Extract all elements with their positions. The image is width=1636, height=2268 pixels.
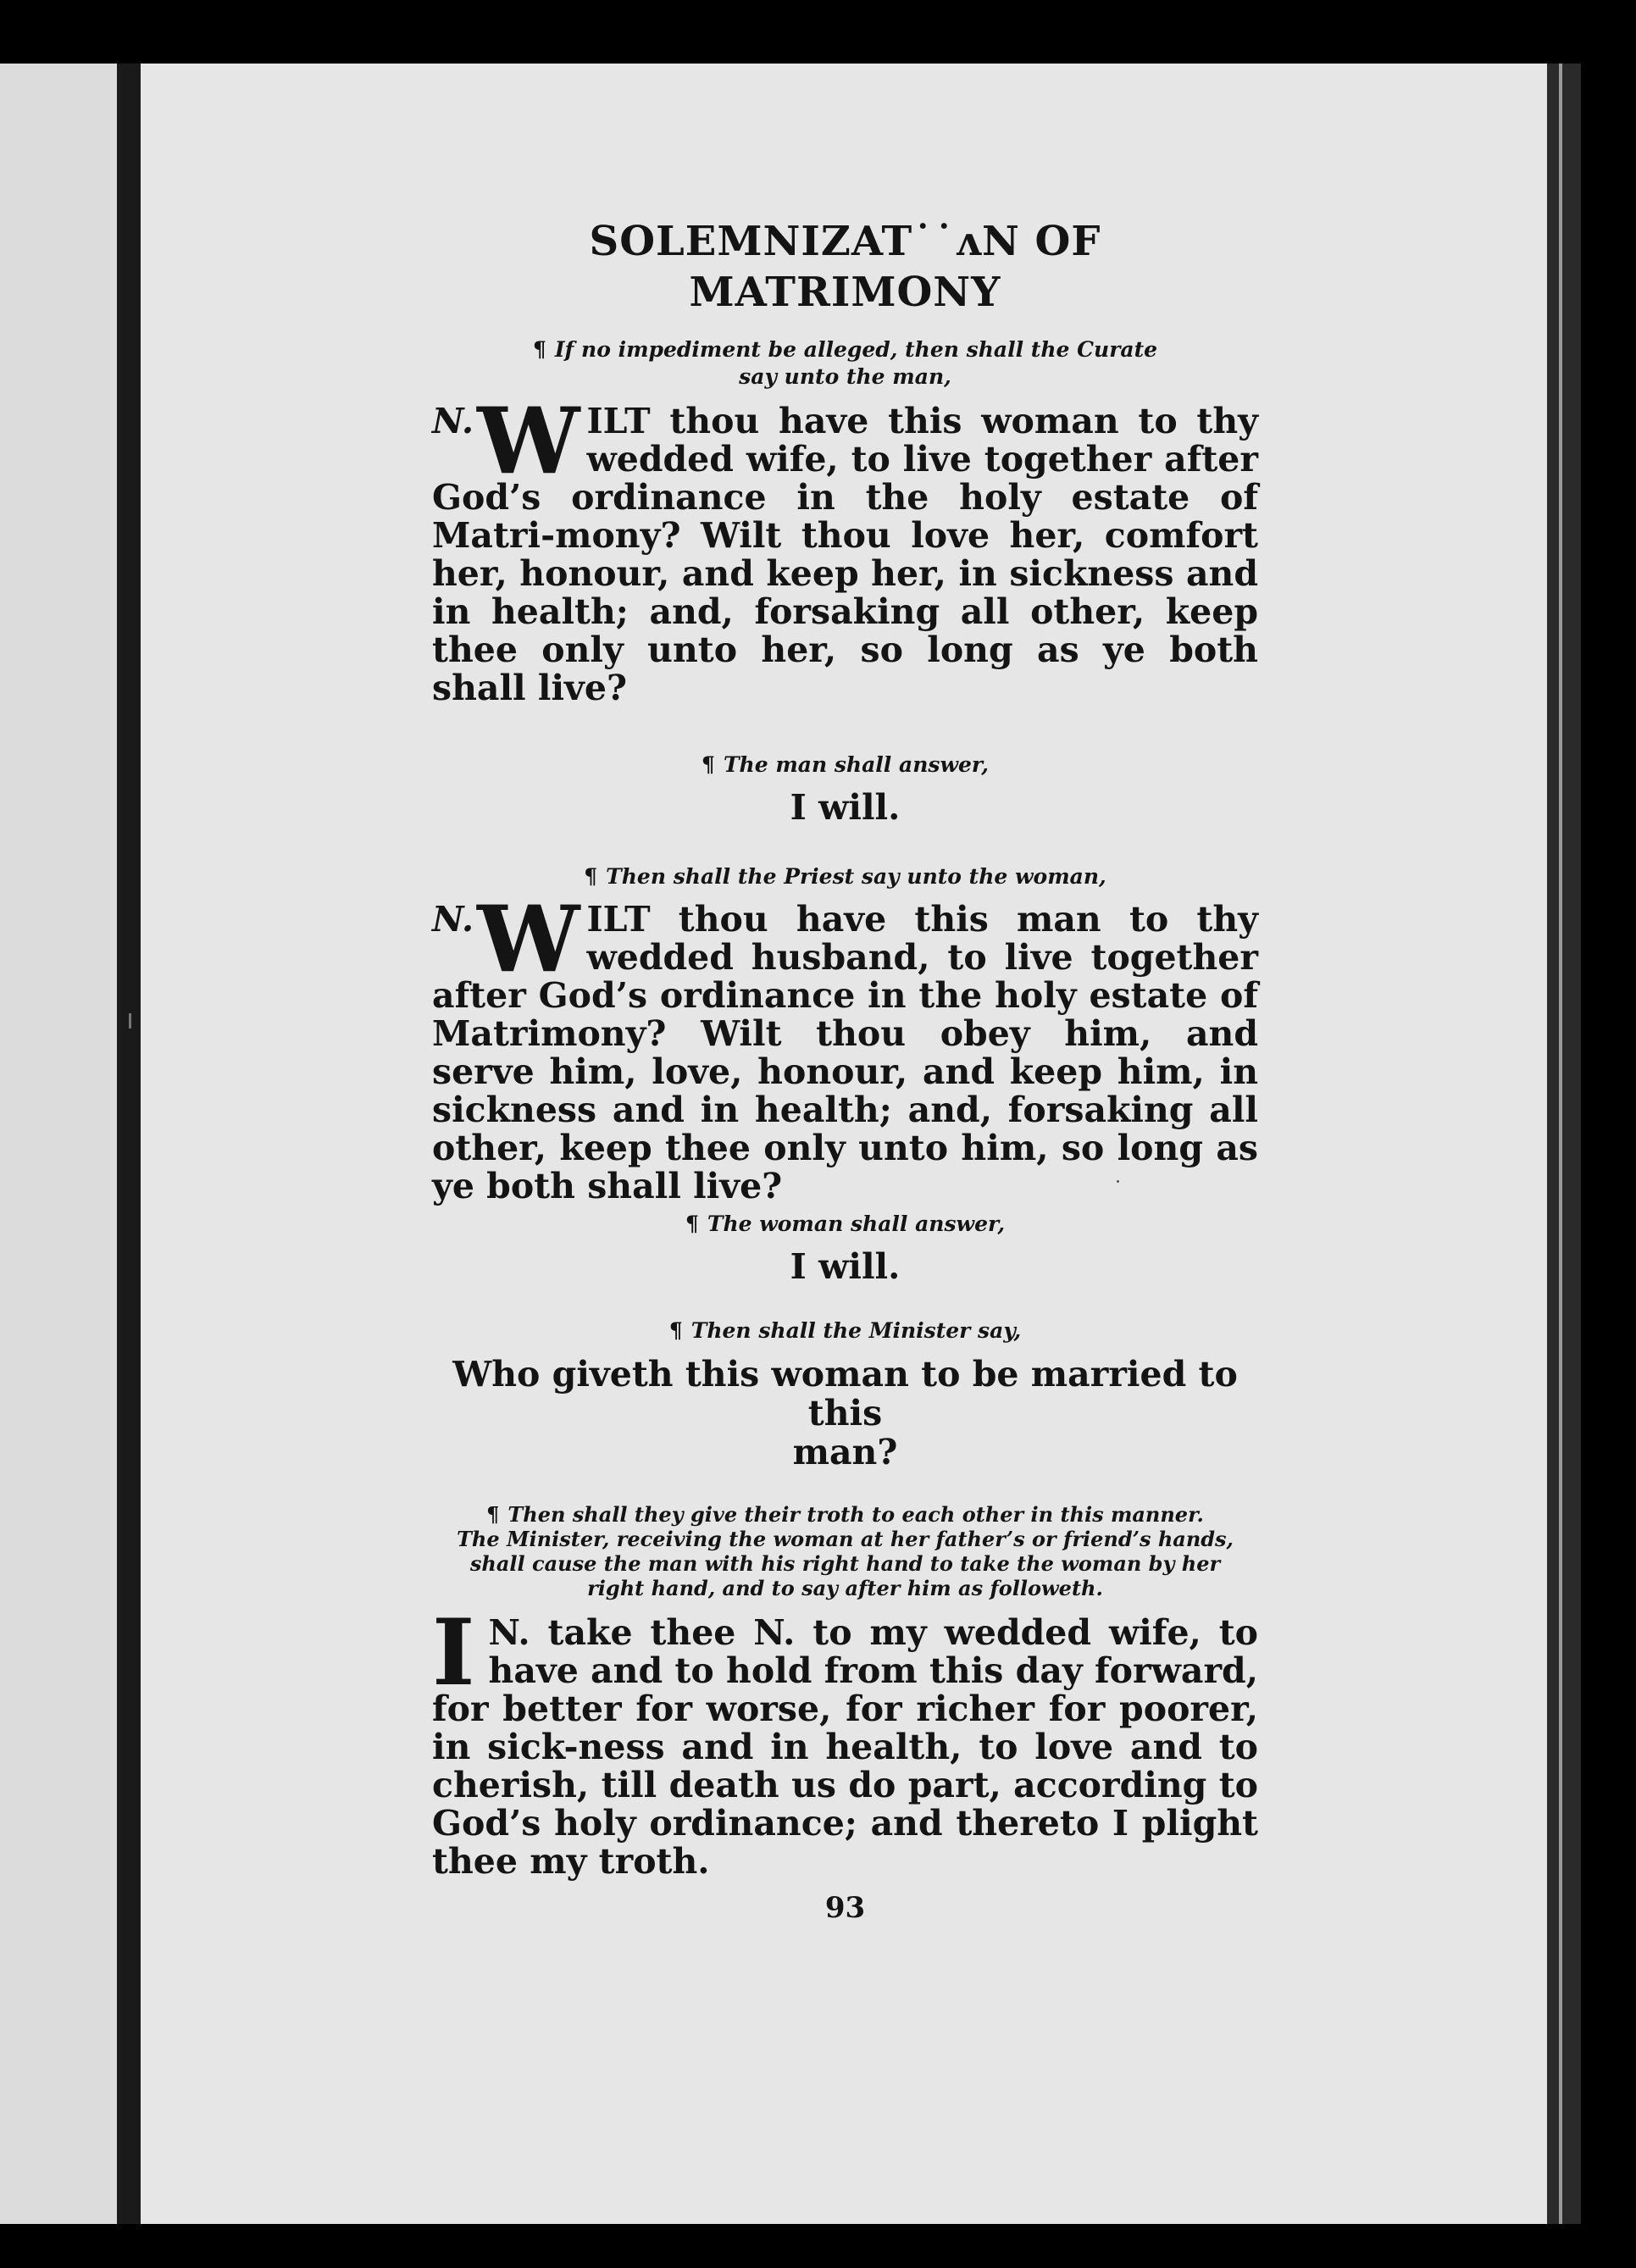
question-text: man? [792, 1432, 898, 1472]
rubric-curate-to-man [432, 336, 1258, 391]
vow-question-text: ILT thou have this woman to thy wedded wife, to live together after God’s ordinance in the holy estate of Matri-mony? Wilt thou love her, comfort her, honour, and keep her, in sickness and in health; and, forsaking all other, keep thee only unto her, so long as ye both shall live? [432, 401, 1258, 708]
scan-speck [129, 1013, 131, 1029]
pilcrow-icon: ¶ [685, 1212, 699, 1236]
facing-page-edge [0, 64, 117, 2224]
book-gutter [117, 64, 141, 2224]
page-number: 93 [824, 1891, 866, 1925]
troth-vow-man [432, 1600, 1258, 1882]
vow-question-woman [432, 886, 1258, 1206]
giving-away-question [432, 1355, 1258, 1472]
question-text: Who giveth this woman to be married to this [452, 1354, 1238, 1433]
pilcrow-icon: ¶ [668, 1318, 683, 1343]
response-man: I will. [790, 787, 901, 828]
rubric-text: Then shall the Priest say unto the woman, [606, 864, 1106, 889]
rubric-minister-say [432, 1317, 1258, 1345]
page-edge-line [1559, 64, 1562, 2224]
pilcrow-icon: ¶ [584, 864, 598, 889]
running-head: SOLEMNIZAT˙˙ʌN OF MATRIMONY [589, 218, 1101, 316]
vow-question-man [432, 388, 1258, 708]
vow-question-text: ILT thou have this man to thy wedded husband, to live together after God’s ordinance in the holy estate of Matrimony? Wilt thou obey him, and serve him, love, honour, and keep him, in sickness and in health; and, forsaking all other, keep thee only unto him, so long as ye both shall live? [432, 899, 1258, 1206]
rubric-text: The woman shall answer, [707, 1212, 1006, 1236]
response-woman: I will. [790, 1246, 901, 1287]
name-placeholder: N. [432, 899, 474, 940]
rubric-troth [432, 1502, 1258, 1600]
rubric-text: If no impediment be alleged, then shall the Curate [554, 337, 1158, 362]
page-text-block [432, 216, 1258, 1925]
pilcrow-icon: ¶ [486, 1502, 500, 1527]
rubric-text: say unto the man, [739, 364, 951, 389]
rubric-woman-answer [432, 1211, 1258, 1238]
page-edge-shadow [1547, 64, 1581, 2224]
rubric-text: shall cause the man with his right hand to take the woman by her [469, 1551, 1221, 1576]
rubric-text: The man shall answer, [723, 752, 989, 777]
rubric-man-answer [432, 751, 1258, 779]
rubric-text: right hand, and to say after him as followeth. [587, 1576, 1103, 1600]
name-placeholder: N. [432, 401, 474, 441]
pilcrow-icon: ¶ [532, 337, 546, 362]
rubric-text: Then shall they give their troth to each other in this manner. [507, 1502, 1204, 1527]
troth-vow-text: N. take thee N. to my wedded wife, to have and to hold from this day forward, for better for worse, for richer for poorer, in sick-ness and in health, to love and to cherish, till death us do part, according to God’s holy ordinance; and thereto I plight thee my troth. [432, 1612, 1258, 1882]
pilcrow-icon: ¶ [702, 752, 715, 777]
drop-cap: I [432, 1600, 475, 1706]
drop-cap: W [477, 388, 580, 495]
drop-cap: W [477, 886, 580, 993]
rubric-text: The Minister, receiving the woman at her father’s or friend’s hands, [457, 1527, 1234, 1551]
rubric-text: Then shall the Minister say, [690, 1318, 1022, 1343]
